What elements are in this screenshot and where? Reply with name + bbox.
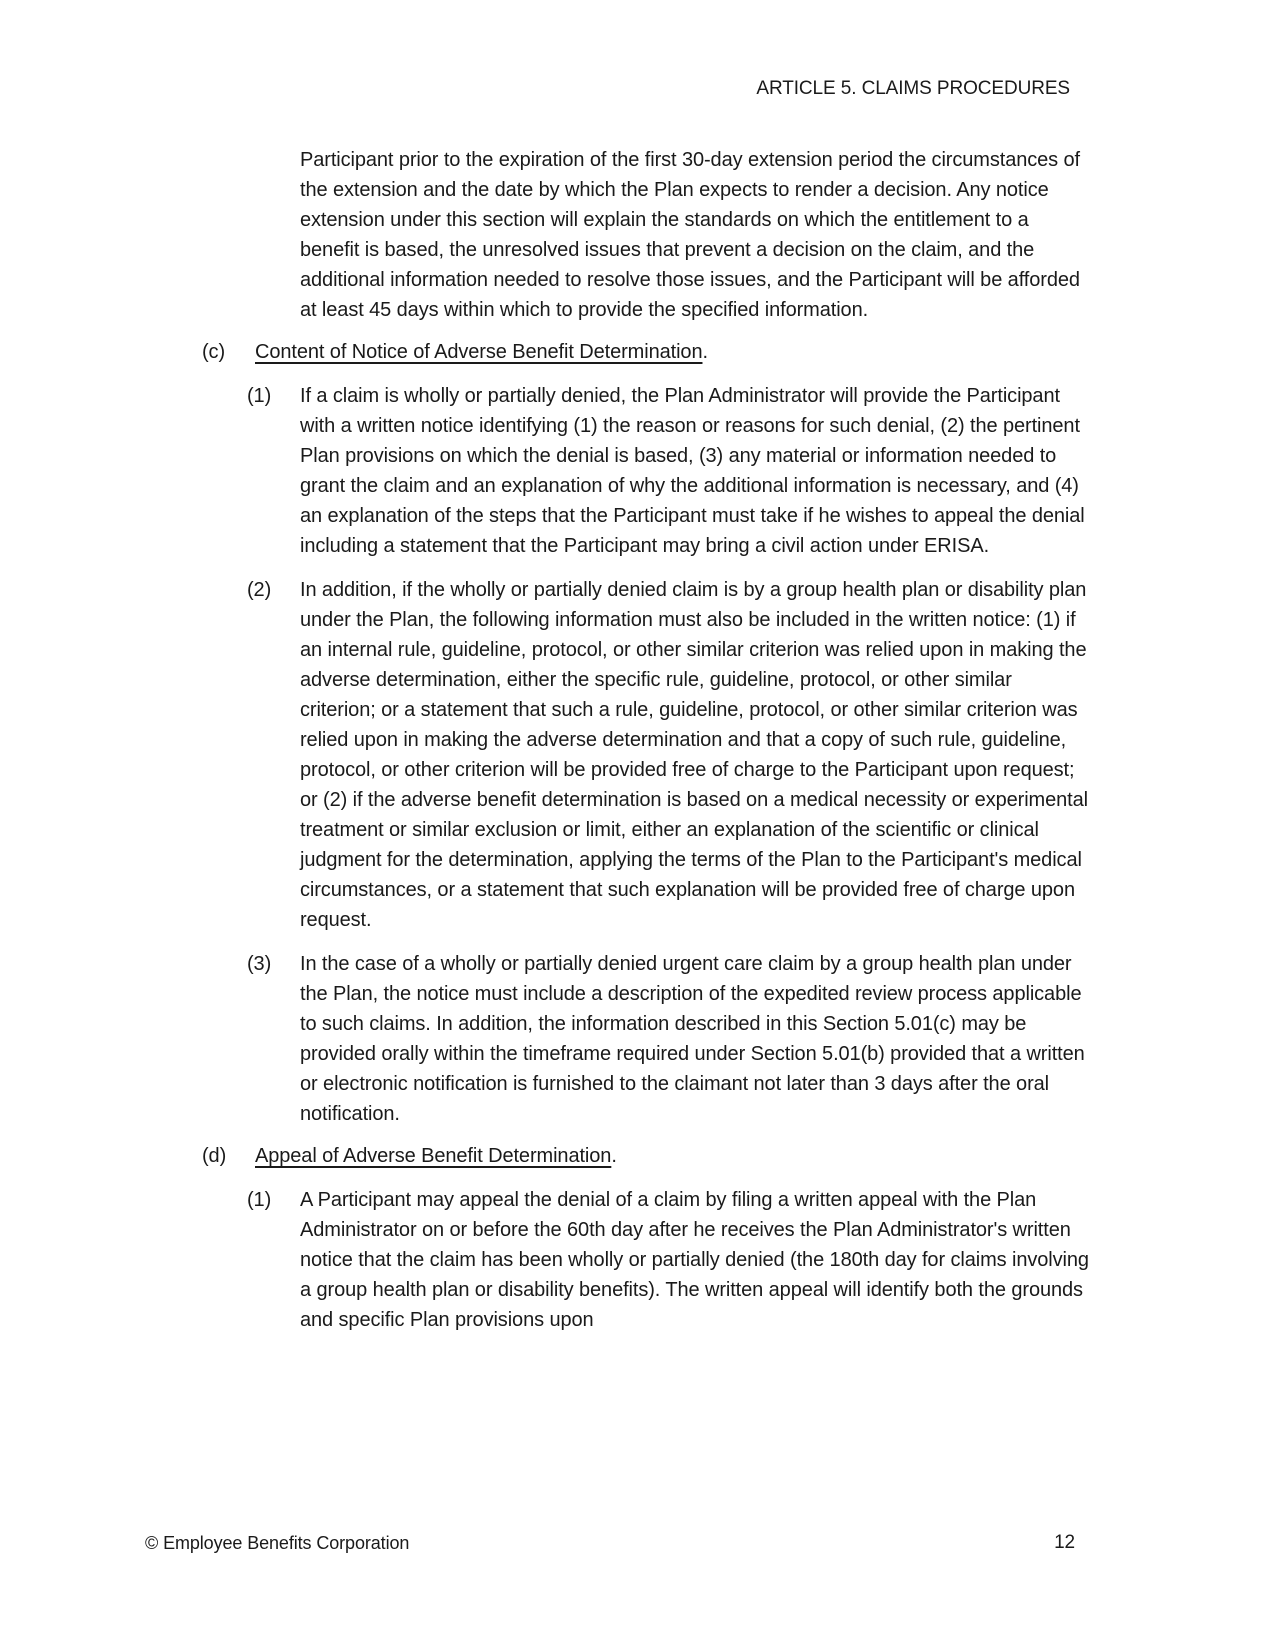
list-item-d1 — [247, 1185, 1090, 1335]
section-heading-d — [202, 1141, 1090, 1171]
page-header — [145, 77, 1070, 101]
section-title: Content of Notice of Adverse Benefit Determination. — [255, 341, 708, 363]
footer-copyright: © Employee Benefits Corporation — [145, 1533, 410, 1553]
list-item-c2 — [247, 575, 1090, 935]
section-title: Appeal of Adverse Benefit Determination. — [255, 1145, 617, 1167]
list-item-c3 — [247, 949, 1090, 1129]
item-text: A Participant may appeal the denial of a claim by filing a written appeal with the Plan Administrator on or before the 60th day after he receives the Plan Administrator's written notice that the claim has been wholly or partially denied (the 180th day for claims involving a group health plan or disability benefits). The written appeal will identify both the grounds and specific Plan provisions upon — [300, 1189, 1089, 1331]
item-text: In the case of a wholly or partially denied urgent care claim by a group health plan under the Plan, the notice must include a description of the expedited review process applicable to such claims. In addition, the information described in this Section 5.01(c) may be provided orally within the timeframe required under Section 5.01(b) provided that a written or electronic notification is furnished to the claimant not later than 3 days after the oral notification. — [300, 953, 1085, 1125]
section-label: (c) — [202, 341, 226, 363]
section-heading-c — [202, 337, 1090, 367]
item-label: (1) — [247, 1189, 272, 1211]
item-text: If a claim is wholly or partially denied, the Plan Administrator will provide the Participant with a written notice identifying (1) the reason or reasons for such denial, (2) the pertinent Plan provisions on which the denial is based, (3) any material or information needed to grant the claim and an explanation of why the additional information is necessary, and (4) an explanation of the steps that the Participant must take if he wishes to appeal the denial including a statement that the Participant may bring a civil action under ERISA. — [300, 385, 1085, 557]
page-number: 12 — [1054, 1532, 1075, 1553]
item-label: (3) — [247, 953, 272, 975]
item-label: (2) — [247, 579, 272, 601]
header-title: ARTICLE 5. CLAIMS PROCEDURES — [756, 78, 1070, 99]
item-label: (1) — [247, 385, 272, 407]
section-label: (d) — [202, 1145, 227, 1167]
section-title-period: . — [611, 1145, 617, 1167]
item-text: In addition, if the wholly or partially denied claim is by a group health plan or disability plan under the Plan, the following information must also be included in the written notice: (1) if an internal rule, guideline, protocol, or other similar criterion was relied upon in making the adverse determination, either the specific rule, guideline, protocol, or other similar criterion; or a statement that such a rule, guideline, protocol, or other similar criterion was relied upon in making the adverse determination and that a copy of such rule, guideline, protocol, or other criterion will be provided free of charge to the Participant upon request; or (2) if the adverse benefit determination is based on a medical necessity or experimental treatment or similar exclusion or limit, either an explanation of the scientific or clinical judgment for the determination, applying the terms of the Plan to the Participant's medical circumstances, or a statement that such explanation will be provided free of charge upon request. — [300, 579, 1088, 931]
section-title-period: . — [702, 341, 708, 363]
list-item-c1 — [247, 381, 1090, 561]
intro-paragraph: Participant prior to the expiration of the first 30-day extension period the circumstances of the extension and the date by which the Plan expects to render a decision. Any notice extension under this section will explain the standards on which the entitlement to a benefit is based, the unresolved issues that prevent a decision on the claim, and the additional information needed to resolve those issues, and the Participant will be afforded at least 45 days within which to provide the specified information. — [300, 149, 1080, 321]
page-footer — [145, 1531, 1075, 1555]
